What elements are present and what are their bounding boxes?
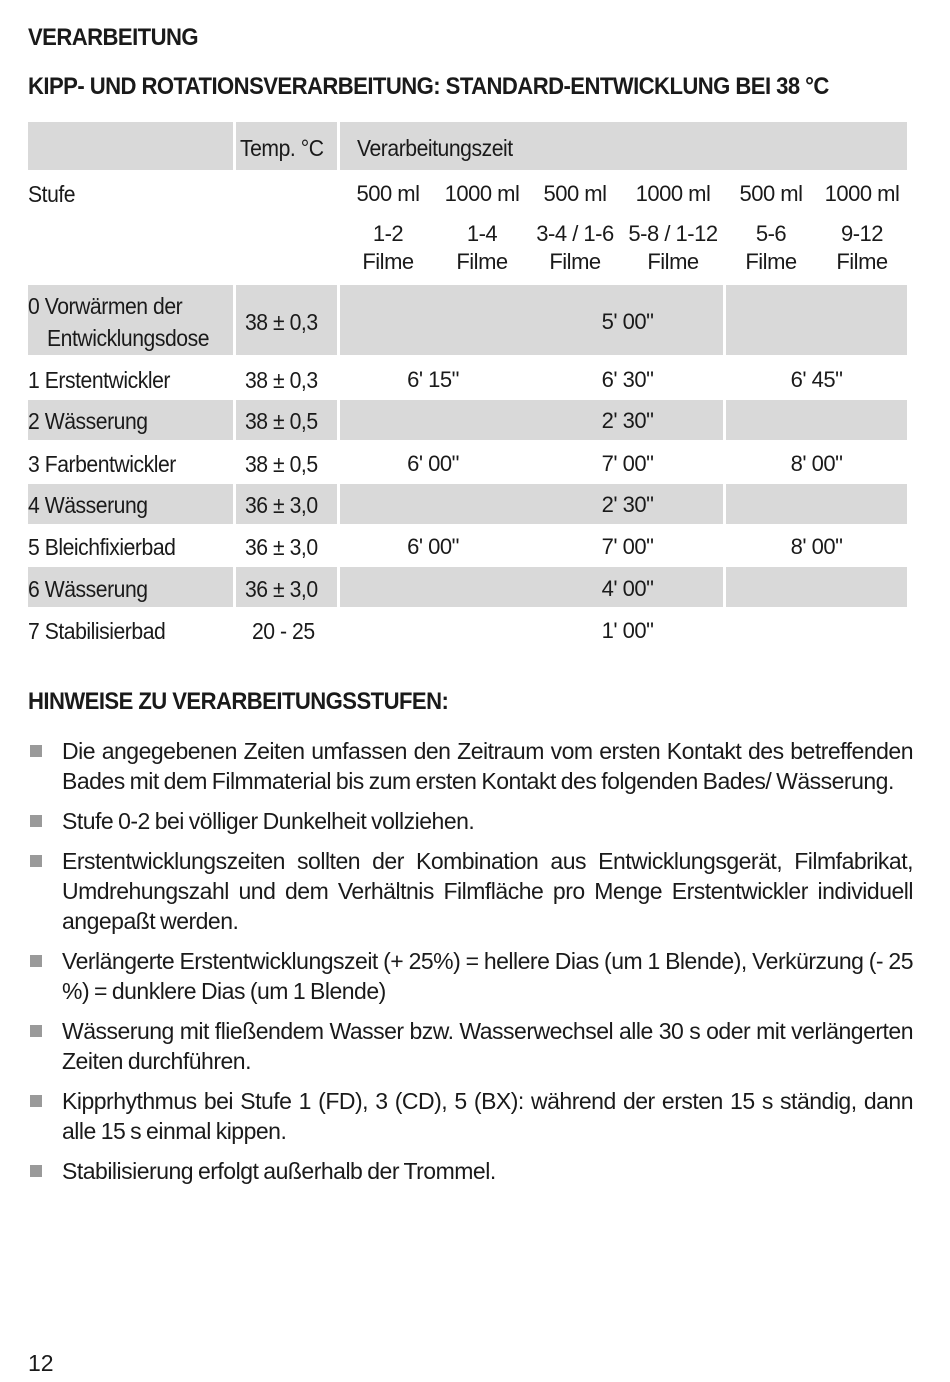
note-text: Die angegebenen Zeiten umfassen den Zeitraum vom ersten Kontakt des betreffenden Bades mit dem Filmmaterial bis zum ersten Kontakt des folgenden Bades/ Wässerung.: [62, 738, 913, 794]
note-text: Kipprhythmus bei Stufe 1 (FD), 3 (CD), 5 (BX): während der ersten 15 s ständig, dann alle 15 s einmal kippen.: [62, 1088, 913, 1144]
stage-label: 1 Erstentwickler: [28, 367, 170, 393]
stage-temp: 38 ± 0,3: [245, 367, 318, 393]
film-label: Filme: [362, 249, 414, 274]
note-text: Wässerung mit fließendem Wasser bzw. Wasserwechsel alle 30 s oder mit verlängerten Zeiten durchführen.: [62, 1018, 913, 1074]
row-bg: [726, 400, 907, 440]
note-text: Stabilisierung erfolgt außerhalb der Trommel.: [62, 1158, 496, 1184]
stage-time: 2' 30": [601, 492, 654, 517]
list-item: [28, 1156, 913, 1186]
square-bullet-icon: [30, 855, 42, 867]
film-count: 5-8 / 1-12: [628, 221, 718, 246]
stage-label: 7 Stabilisierbad: [28, 618, 166, 644]
stage-time-medium: 7' 00": [601, 451, 654, 476]
stage-label: 4 Wässerung: [28, 492, 148, 518]
stage-time: 4' 00": [601, 576, 654, 601]
row-bg: [726, 285, 907, 355]
stage-label: 2 Wässerung: [28, 408, 148, 434]
film-count: 1-4: [466, 221, 498, 246]
list-item: [28, 1016, 913, 1076]
film-label: Filme: [647, 249, 699, 274]
film-label: Filme: [745, 249, 797, 274]
film-label: Filme: [456, 249, 508, 274]
stage-temp: 38 ± 0,5: [245, 451, 318, 477]
stage-label: 3 Farbentwickler: [28, 451, 176, 477]
stage-time-large: 6' 45": [790, 367, 843, 392]
stage-temp: 36 ± 3,0: [245, 576, 318, 602]
note-text: Verlängerte Erstentwicklungszeit (+ 25%) = hellere Dias (um 1 Blende), Verkürzung (- 25 %) = dunklere Dias (um 1 Blende): [62, 948, 913, 1004]
volume-label: 1000 ml: [824, 181, 900, 206]
header-processing-time: Verarbeitungszeit: [357, 135, 513, 161]
square-bullet-icon: [30, 1025, 42, 1037]
square-bullet-icon: [30, 955, 42, 967]
stage-time-medium: 6' 30": [601, 367, 654, 392]
volume-label: 500 ml: [739, 181, 803, 206]
stage-time-medium: 7' 00": [601, 534, 654, 559]
volume-label: 1000 ml: [635, 181, 711, 206]
stage-time-small: 6' 00": [407, 534, 459, 559]
stage-time-small: 6' 00": [407, 451, 459, 476]
header-temp: Temp. °C: [240, 135, 324, 161]
stage-temp: 20 - 25: [252, 618, 315, 644]
film-count: 1-2: [372, 221, 404, 246]
row-bg: [726, 484, 907, 524]
stage-time: 1' 00": [601, 618, 654, 643]
list-item: [28, 846, 913, 936]
stage-temp: 38 ± 0,5: [245, 408, 318, 434]
notes-list: [28, 736, 913, 1196]
film-count: 3-4 / 1-6: [536, 221, 614, 246]
page-number: 12: [28, 1350, 54, 1376]
stage-time-small: 6' 15": [407, 367, 459, 392]
stage-label: 6 Wässerung: [28, 576, 148, 602]
table-title: KIPP- UND ROTATIONSVERARBEITUNG: STANDARD-ENTWICKLUNG BEI 38 °C: [28, 73, 829, 100]
film-count: 9-12: [840, 221, 884, 246]
stage-temp: 36 ± 3,0: [245, 492, 318, 518]
stage-temp: 38 ± 0,3: [245, 309, 318, 335]
square-bullet-icon: [30, 815, 42, 827]
notes-title: HINWEISE ZU VERARBEITUNGSSTUFEN:: [28, 688, 449, 715]
list-item: [28, 1086, 913, 1146]
stage-time: 2' 30": [601, 408, 654, 433]
film-label: Filme: [836, 249, 888, 274]
section-title: VERARBEITUNG: [28, 24, 199, 51]
stage-time: 5' 00": [601, 309, 654, 334]
note-text: Stufe 0-2 bei völliger Dunkelheit vollziehen.: [62, 808, 475, 834]
stage-temp: 36 ± 3,0: [245, 534, 318, 560]
volume-label: 500 ml: [543, 181, 607, 206]
stage-label-continued: Entwicklungsdose: [47, 325, 210, 351]
row-bg: [726, 567, 907, 607]
volume-label: 1000 ml: [444, 181, 520, 206]
note-text: Erstentwicklungszeiten sollten der Kombination aus Entwicklungsgerät, Filmfabrikat, Umdrehungszahl und dem Verhältnis Filmfläche pro Menge Erstentwickler individuell angepaßt werden.: [62, 848, 913, 934]
volume-label: 500 ml: [356, 181, 420, 206]
square-bullet-icon: [30, 745, 42, 757]
stage-time-large: 8' 00": [790, 451, 843, 476]
square-bullet-icon: [30, 1095, 42, 1107]
processing-table: [0, 0, 950, 680]
header-stage: Stufe: [28, 181, 76, 207]
stage-label: 5 Bleichfixierbad: [28, 534, 176, 560]
square-bullet-icon: [30, 1165, 42, 1177]
stage-time-large: 8' 00": [790, 534, 843, 559]
film-label: Filme: [549, 249, 601, 274]
list-item: [28, 736, 913, 796]
list-item: [28, 946, 913, 1006]
header-cell-bg: [28, 122, 233, 170]
list-item: [28, 806, 913, 836]
stage-label: 0 Vorwärmen der: [28, 293, 183, 319]
film-count: 5-6: [755, 221, 787, 246]
